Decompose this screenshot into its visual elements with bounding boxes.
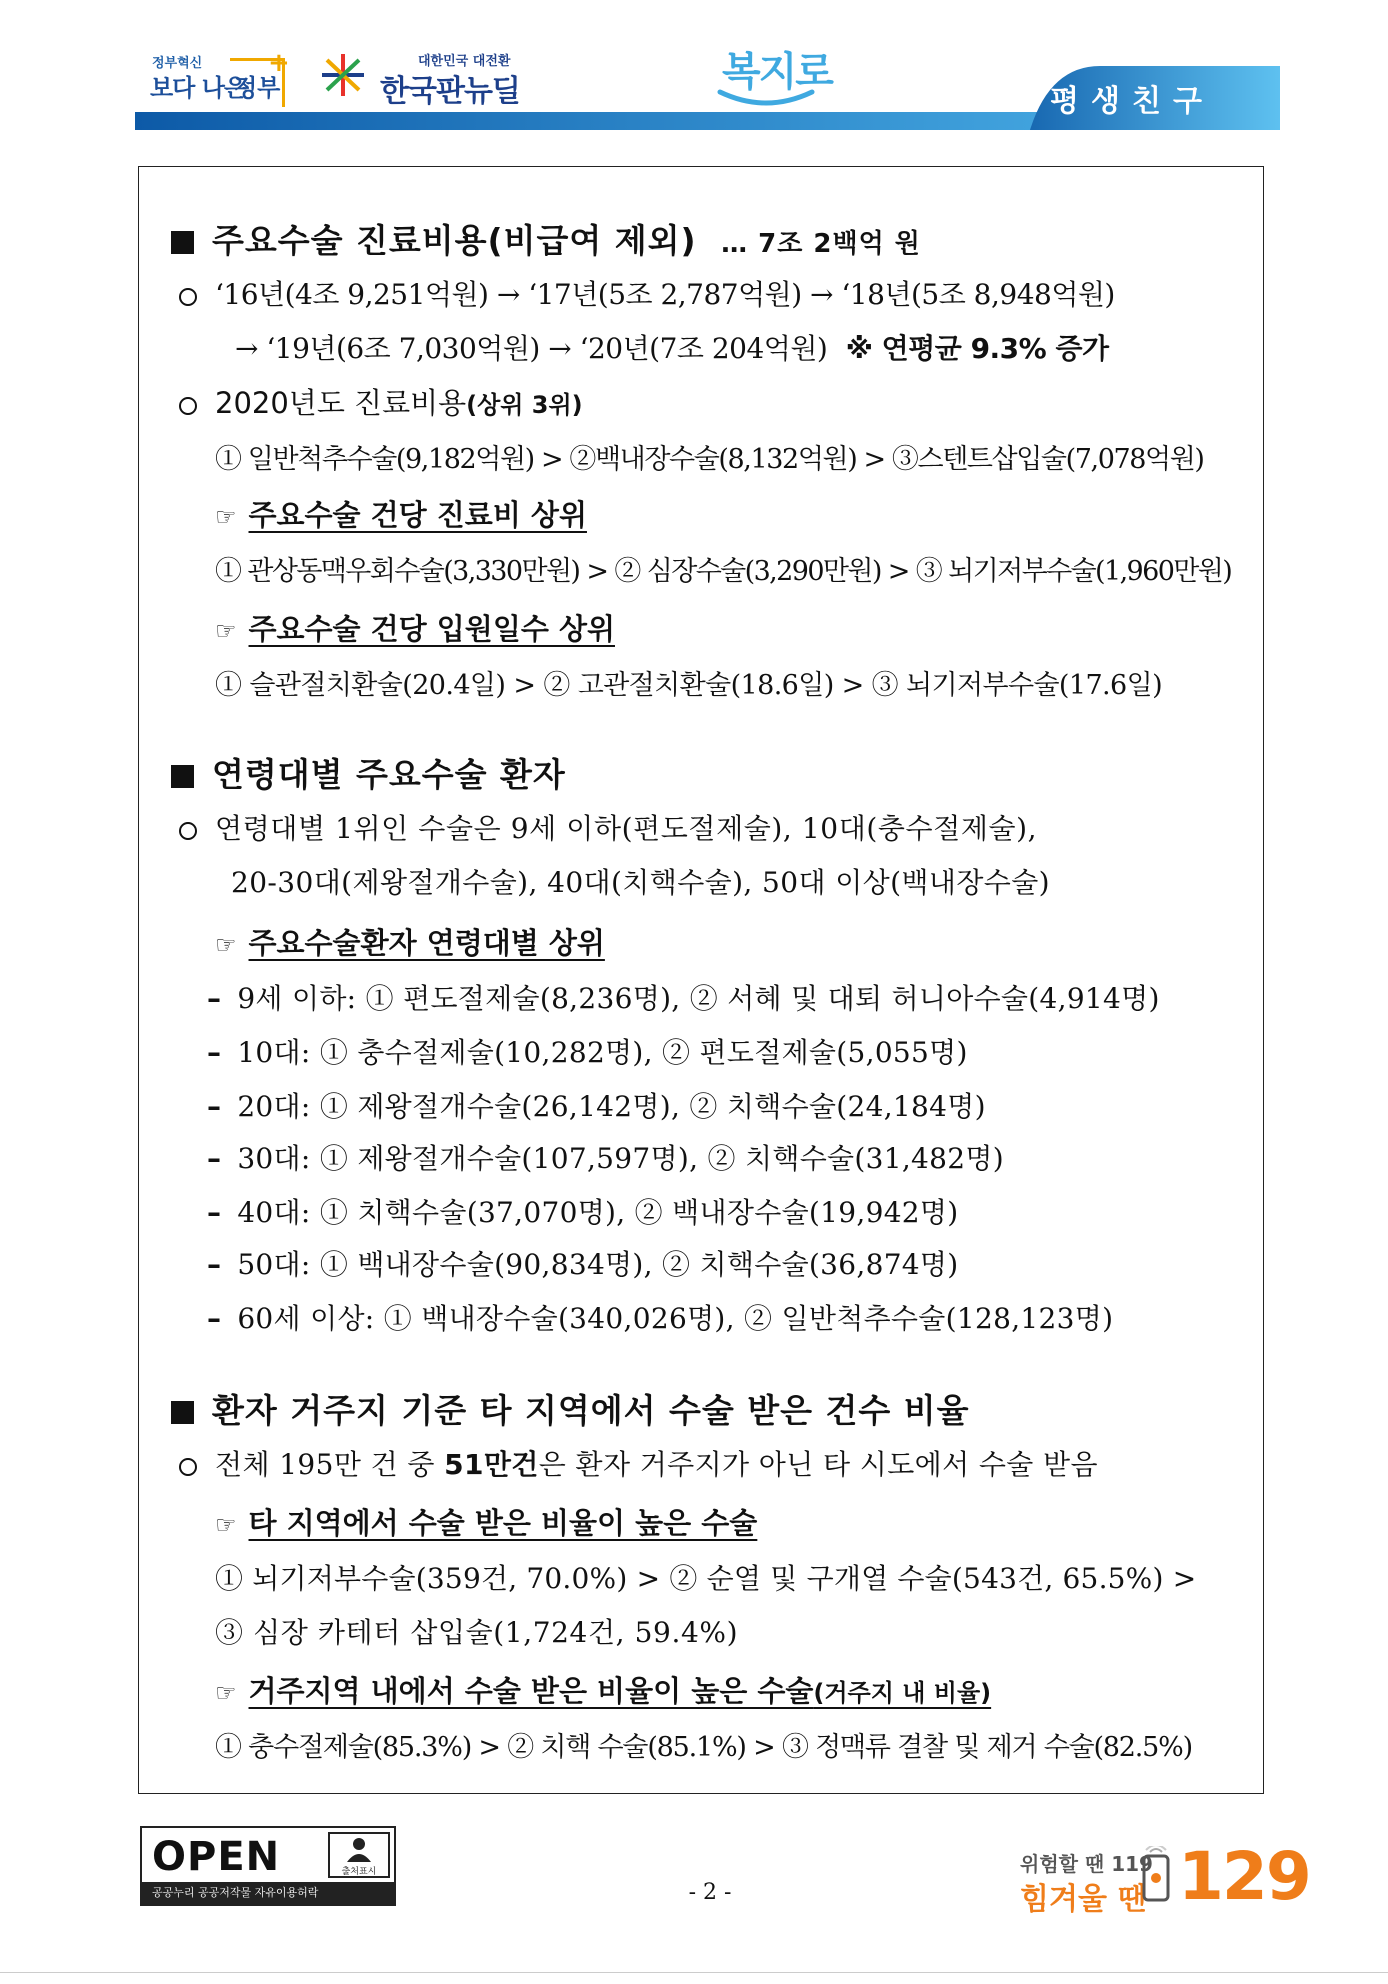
rank-items: ① 관상동맥우회수술(3,330만원) > ② 심장수술(3,290만원) > ③ 뇌기저부수술(1,960만원) [215,556,1232,587]
page-header [0,0,1388,140]
slogan-tag: 평생친구 [1050,84,1214,119]
circle-bullet-icon [179,397,197,415]
hotline-line1: 위험할 땐 119 [1020,1852,1153,1876]
open-logo-text: OPEN [152,1834,281,1880]
smile-swoosh-icon [716,88,816,108]
dash-bullet: – [207,1090,222,1123]
age-item [207,977,1160,1017]
sub-title: 타 지역에서 수술 받은 비율이 높은 수술 [248,1506,758,1540]
phone-icon [1140,1846,1172,1904]
dash-bullet: – [207,1248,222,1281]
logo-subtitle: 정부혁신 [152,56,203,71]
trend-text: ‘16년(4조 9,251억원) → ‘17년(5조 2,787억원) → ‘18년(5조 8,948억원) [215,278,1115,311]
section-title: 환자 거주지 기준 타 지역에서 수술 받은 건수 비율 [212,1391,970,1430]
age-item [207,1297,1113,1337]
square-bullet-icon [171,765,194,788]
section-heading [171,1385,969,1432]
dash-bullet: – [207,1142,222,1175]
badge-label: 출처표시 [341,1867,377,1877]
pointing-hand-icon: ☞ [215,931,237,959]
age-item-text: 50대: ① 백내장수술(90,834명), ② 치핵수술(36,874명) [237,1248,959,1281]
dash-bullet: – [207,982,222,1015]
sub-title: 주요수술 건당 입원일수 상위 [248,612,615,646]
hotline-line2: 힘겨울 땐 [1020,1882,1147,1917]
dash-bullet: – [207,1302,222,1335]
bullet-text: 전체 195만 건 중 [215,1448,445,1481]
age-item-text: 9세 이하: ① 편도절제술(8,236명), ② 서혜 및 대퇴 허니아수술(4,914명) [237,982,1160,1015]
rank-items: ① 충수절제술(85.3%) > ② 치핵 수술(85.1%) > ③ 정맥류 결찰 및 제거 수술(82.5%) [215,1732,1192,1763]
hotline-129-logo [1020,1834,1310,1917]
bottom-divider [0,1972,1388,1973]
sub-title: 주요수술환자 연령대별 상위 [248,926,605,960]
age-item [207,1031,968,1071]
section-title: 연령대별 주요수술 환자 [212,755,566,794]
hotline-number: 129 [1178,1838,1310,1915]
content-box [138,166,1264,1794]
age-item-text: 10대: ① 충수절제술(10,282명), ② 편도절제술(5,055명) [237,1036,968,1069]
section-heading [171,215,921,262]
bullet-note: (상위 3위) [466,391,583,419]
circle-bullet-icon [179,288,197,306]
pointing-hand-icon: ☞ [215,1511,237,1539]
bullet-text: 은 환자 거주지가 아닌 타 시도에서 수술 받음 [538,1448,1098,1481]
bokjiro-logo: 복지로 [722,49,832,95]
sub-heading [215,921,605,962]
sub-heading [215,607,615,648]
sub-note: (거주지 내 비율) [813,1679,992,1707]
square-bullet-icon [171,231,194,254]
pointing-hand-icon: ☞ [215,503,237,531]
korean-new-deal-logo [318,48,538,109]
age-item-text: 40대: ① 치핵수술(37,070명), ② 백내장수술(19,942명) [237,1196,959,1229]
age-item-text: 30대: ① 제왕절개수술(107,597명), ② 치핵수술(31,482명) [237,1142,1004,1175]
section-title: 주요수술 진료비용(비급여 제외) [212,221,697,260]
age-item-text: 20대: ① 제왕절개수술(26,142명), ② 치핵수술(24,184명) [237,1090,986,1123]
logo-text: 보다 나은 [150,74,247,102]
sub-title: 거주지역 내에서 수술 받은 비율이 높은 수술 [248,1674,814,1708]
person-icon [330,1834,388,1864]
bullet-line [179,273,1115,313]
new-deal-star-icon [318,52,368,98]
sub-title: 주요수술 건당 진료비 상위 [248,498,587,532]
page-number: - 2 - [688,1880,732,1905]
growth-note: ※ 연평균 9.3% 증가 [845,332,1109,365]
circle-bullet-icon [179,822,197,840]
logo-text: 한국판뉴딜 [380,74,520,109]
kogl-open-license-badge [140,1826,396,1906]
plus-icon: + [268,48,290,78]
bullet-text: 연령대별 1위인 수술은 9세 이하(편도절제술), 10대(충수절제술), [215,812,1038,845]
dash-bullet: – [207,1196,222,1229]
rank-items: ① 뇌기저부수술(359건, 70.0%) > ② 순열 및 구개열 수술(543건, 65.5%) > [215,1562,1197,1595]
rank-items: ① 슬관절치환술(20.4일) > ② 고관절치환술(18.6일) > ③ 뇌기저부수술(17.6일) [215,670,1162,701]
rank-items: ③ 심장 카테터 삽입술(1,724건, 59.4%) [215,1616,739,1649]
age-item [207,1137,1004,1177]
trend-text: → ‘19년(6조 7,030억원) → ‘20년(7조 204억원) [235,332,828,365]
logo-text-2: 정부 [234,74,281,102]
age-item-text: 60세 이상: ① 백내장수술(340,026명), ② 일반척추수술(128,123명) [237,1302,1114,1335]
sub-heading [215,1501,757,1542]
section-total: … 7조 2백억 원 [721,229,921,259]
age-item [207,1243,959,1283]
section-heading [171,749,566,796]
sub-heading [215,493,587,534]
license-text: 공공누리 공공저작물 자유이용허락 [142,1882,394,1904]
bullet-highlight: 51만건 [444,1448,539,1481]
age-item [207,1191,959,1231]
square-bullet-icon [171,1401,194,1424]
bullet-line-cont [235,327,1109,367]
logo-subtitle: 대한민국 대전환 [418,54,511,69]
sub-heading [215,1669,991,1710]
bullet-line [179,807,1037,847]
bullet-line [179,381,583,422]
age-item [207,1085,986,1125]
pointing-hand-icon: ☞ [215,617,237,645]
bullet-line [179,1443,1098,1483]
rank-items: ① 일반척추수술(9,182억원) > ②백내장수술(8,132억원) > ③스텐트삽입술(7,078억원) [215,444,1204,475]
bullet-text: 2020년도 진료비용 [215,386,467,420]
bullet-line-cont: 20-30대(제왕절개수술), 40대(치핵수술), 50대 이상(백내장수술) [231,866,1050,899]
attribution-badge [328,1832,390,1878]
dash-bullet: – [207,1036,222,1069]
pointing-hand-icon: ☞ [215,1679,237,1707]
circle-bullet-icon [179,1458,197,1476]
